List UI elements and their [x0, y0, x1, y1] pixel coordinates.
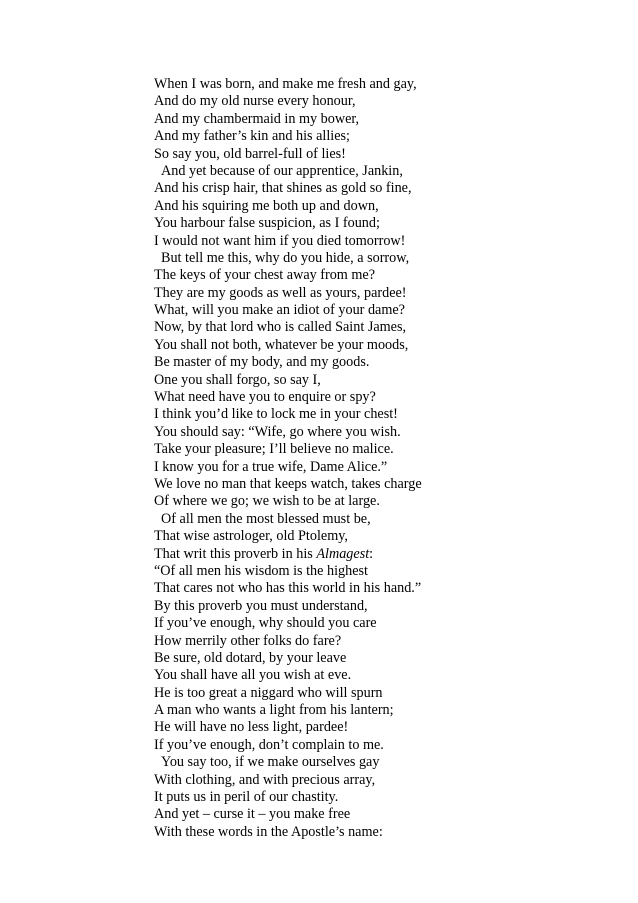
poem-line: I would not want him if you died tomorrow! [154, 232, 406, 249]
poem-line: You should say: “Wife, go where you wish. [154, 423, 401, 440]
poem-line [154, 546, 624, 563]
poem-line: So say you, old barrel-full of lies! [154, 145, 346, 162]
poem-line: That cares not who has this world in his hand.” [154, 580, 422, 597]
poem-line: And my father’s kin and his allies; [154, 128, 350, 145]
poem-line: Be master of my body, and my goods. [154, 354, 370, 371]
poem-line: How merrily other folks do fare? [154, 632, 342, 649]
poem-line: What, will you make an idiot of your dame? [154, 302, 405, 319]
poem-text [154, 76, 624, 841]
poem-line: It puts us in peril of our chastity. [154, 789, 339, 806]
poem-line-text: That writ this proverb in his [154, 545, 317, 562]
poem-line: “Of all men his wisdom is the highest [154, 562, 368, 579]
italic-title: Almagest [316, 545, 370, 562]
poem-line: Of where we go; we wish to be at large. [154, 493, 380, 510]
poem-line: Of all men the most blessed must be, [161, 510, 371, 527]
poem-line: With clothing, and with precious array, [154, 771, 376, 788]
poem-line: With these words in the Apostle’s name: [154, 823, 383, 840]
poem-line: That wise astrologer, old Ptolemy, [154, 528, 348, 545]
poem-line: And his squiring me both up and down, [154, 197, 379, 214]
poem-line: And do my old nurse every honour, [154, 93, 356, 110]
poem-line: When I was born, and make me fresh and gay, [154, 76, 417, 92]
poem-line: Take your pleasure; I’ll believe no malice. [154, 441, 394, 458]
poem-line: If you’ve enough, don’t complain to me. [154, 736, 384, 753]
poem-line: One you shall forgo, so say I, [154, 371, 321, 388]
poem-line-text: : [369, 545, 374, 562]
poem-line: And yet because of our apprentice, Jankin, [161, 162, 403, 179]
poem-line: If you’ve enough, why should you care [154, 615, 377, 632]
poem-line: What need have you to enquire or spy? [154, 389, 376, 406]
poem-line: We love no man that keeps watch, takes charge [154, 475, 422, 492]
poem-line: By this proverb you must understand, [154, 597, 368, 614]
poem-line: You shall not both, whatever be your moods, [154, 336, 409, 353]
poem-line: The keys of your chest away from me? [154, 267, 376, 284]
poem-line: And my chambermaid in my bower, [154, 110, 360, 127]
poem-line: They are my goods as well as yours, pardee! [154, 284, 407, 301]
poem-line: I think you’d like to lock me in your chest! [154, 406, 398, 423]
poem-line: Now, by that lord who is called Saint James, [154, 319, 407, 336]
poem-line: You say too, if we make ourselves gay [161, 754, 380, 771]
poem-line: And yet – curse it – you make free [154, 806, 351, 823]
poem-line: I know you for a true wife, Dame Alice.” [154, 458, 388, 475]
poem-line: He is too great a niggard who will spurn [154, 684, 383, 701]
poem-line: You harbour false suspicion, as I found; [154, 215, 380, 232]
poem-line: He will have no less light, pardee! [154, 719, 349, 736]
poem-line: You shall have all you wish at eve. [154, 667, 352, 684]
poem-line: But tell me this, why do you hide, a sorrow, [161, 249, 410, 266]
poem-line: A man who wants a light from his lantern; [154, 702, 394, 719]
poem-line: Be sure, old dotard, by your leave [154, 649, 347, 666]
poem-line: And his crisp hair, that shines as gold so fine, [154, 180, 412, 197]
